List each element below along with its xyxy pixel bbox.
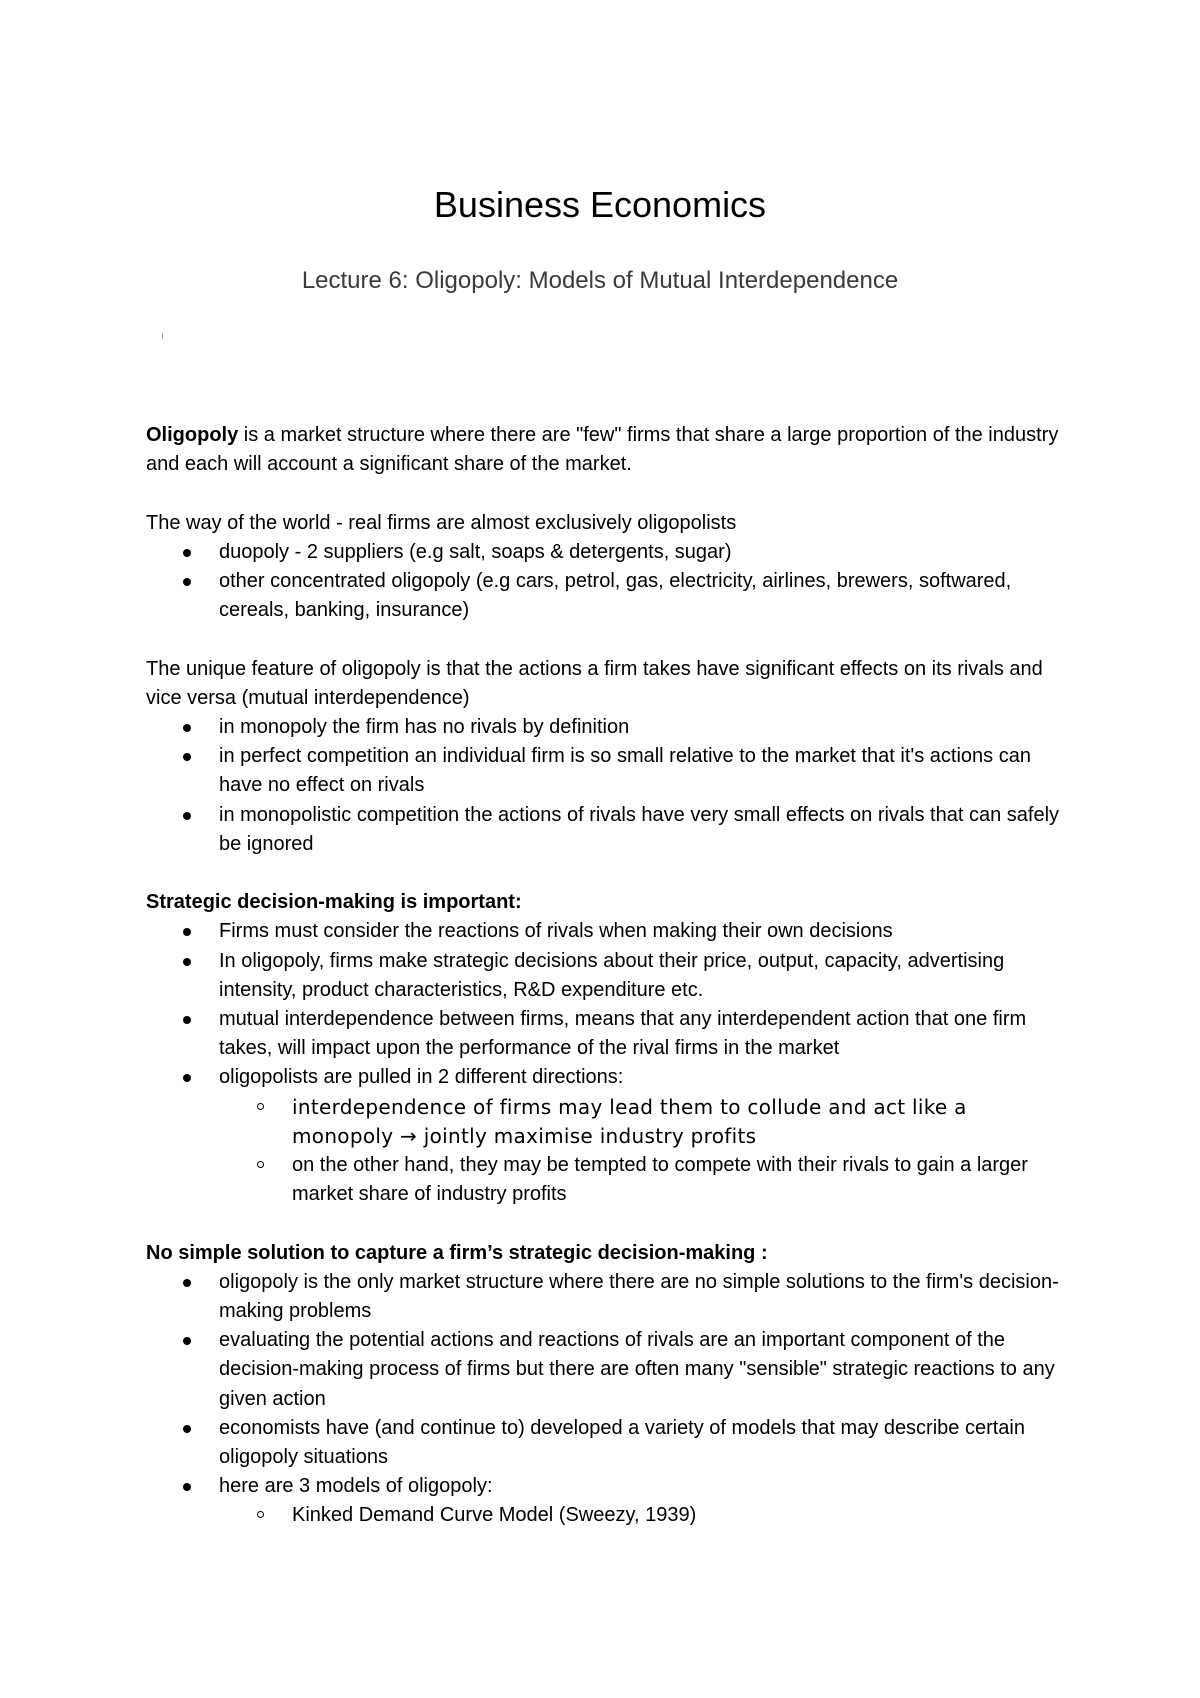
world-list <box>146 538 1066 626</box>
sub-list-item: on the other hand, they may be tempted to compete with their rivals to gain a larger market share of industry profits <box>292 1151 1066 1209</box>
list-item <box>219 1472 1066 1530</box>
list-item: in perfect competition an individual firm is so small relative to the market that it's actions can have no effect on rivals <box>219 742 1066 800</box>
intro-text: is a market structure where there are "few" firms that share a large proportion of the industry and each will account a significant share of the market. <box>146 424 1059 476</box>
list-item: mutual interdependence between firms, means that any interdependent action that one firm takes, will impact upon the performance of the rival firms in the market <box>219 1005 1066 1063</box>
page-subtitle: Lecture 6: Oligopoly: Models of Mutual Interdependence <box>301 267 899 294</box>
intro-term: Oligopoly <box>146 424 239 446</box>
spacer <box>146 625 1066 654</box>
list-item: oligopoly is the only market structure where there are no simple solutions to the firm's decision-making problems <box>219 1268 1066 1326</box>
list-item: evaluating the potential actions and reactions of rivals are an important component of the decision-making process of firms but there are often many "sensible" strategic reactions to any given action <box>219 1326 1066 1414</box>
page-title: Business Economics <box>433 184 767 225</box>
spacer <box>146 859 1066 888</box>
nosimple-sublist <box>219 1501 1066 1530</box>
unique-list <box>146 713 1066 859</box>
strategic-heading: Strategic decision-making is important: <box>146 891 522 914</box>
world-lead: The way of the world - real firms are almost exclusively oligopolists <box>146 511 737 534</box>
document-body <box>146 421 1066 1531</box>
nosimple-heading: No simple solution to capture a firm’s strategic decision-making : <box>146 1241 768 1264</box>
spacer <box>146 479 1066 508</box>
list-item: economists have (and continue to) developed a variety of models that may describe certain oligopoly situations <box>219 1414 1066 1472</box>
list-item: Firms must consider the reactions of rivals when making their own decisions <box>219 917 1066 946</box>
list-item: In oligopoly, firms make strategic decisions about their price, output, capacity, advertising intensity, product characteristics, R&D expenditure etc. <box>219 947 1066 1005</box>
nosimple-list <box>146 1268 1066 1531</box>
strategic-list <box>146 917 1066 1209</box>
spacer <box>146 1209 1066 1238</box>
strategic-sublist <box>219 1093 1066 1210</box>
list-item: in monopoly the firm has no rivals by definition <box>219 713 1066 742</box>
list-item-text: here are 3 models of oligopoly: <box>219 1475 493 1498</box>
list-item <box>219 1063 1066 1209</box>
intro-paragraph <box>146 421 1066 479</box>
unique-lead: The unique feature of oligopoly is that the actions a firm takes have significant effects on its rivals and vice versa (mutual interdependence) <box>146 657 1043 709</box>
list-item-text: oligopolists are pulled in 2 different directions: <box>219 1066 624 1089</box>
list-item: other concentrated oligopoly (e.g cars, petrol, gas, electricity, airlines, brewers, softwared, cereals, banking, insurance) <box>219 567 1066 625</box>
list-item: duopoly - 2 suppliers (e.g salt, soaps & detergents, sugar) <box>219 538 1066 567</box>
list-item: in monopolistic competition the actions of rivals have very small effects on rivals that can safely be ignored <box>219 801 1066 859</box>
sub-list-item: interdependence of firms may lead them to collude and act like a monopoly → jointly maximise industry profits <box>292 1093 1066 1151</box>
stray-mark <box>162 333 163 339</box>
sub-list-item: Kinked Demand Curve Model (Sweezy, 1939) <box>292 1501 1066 1530</box>
